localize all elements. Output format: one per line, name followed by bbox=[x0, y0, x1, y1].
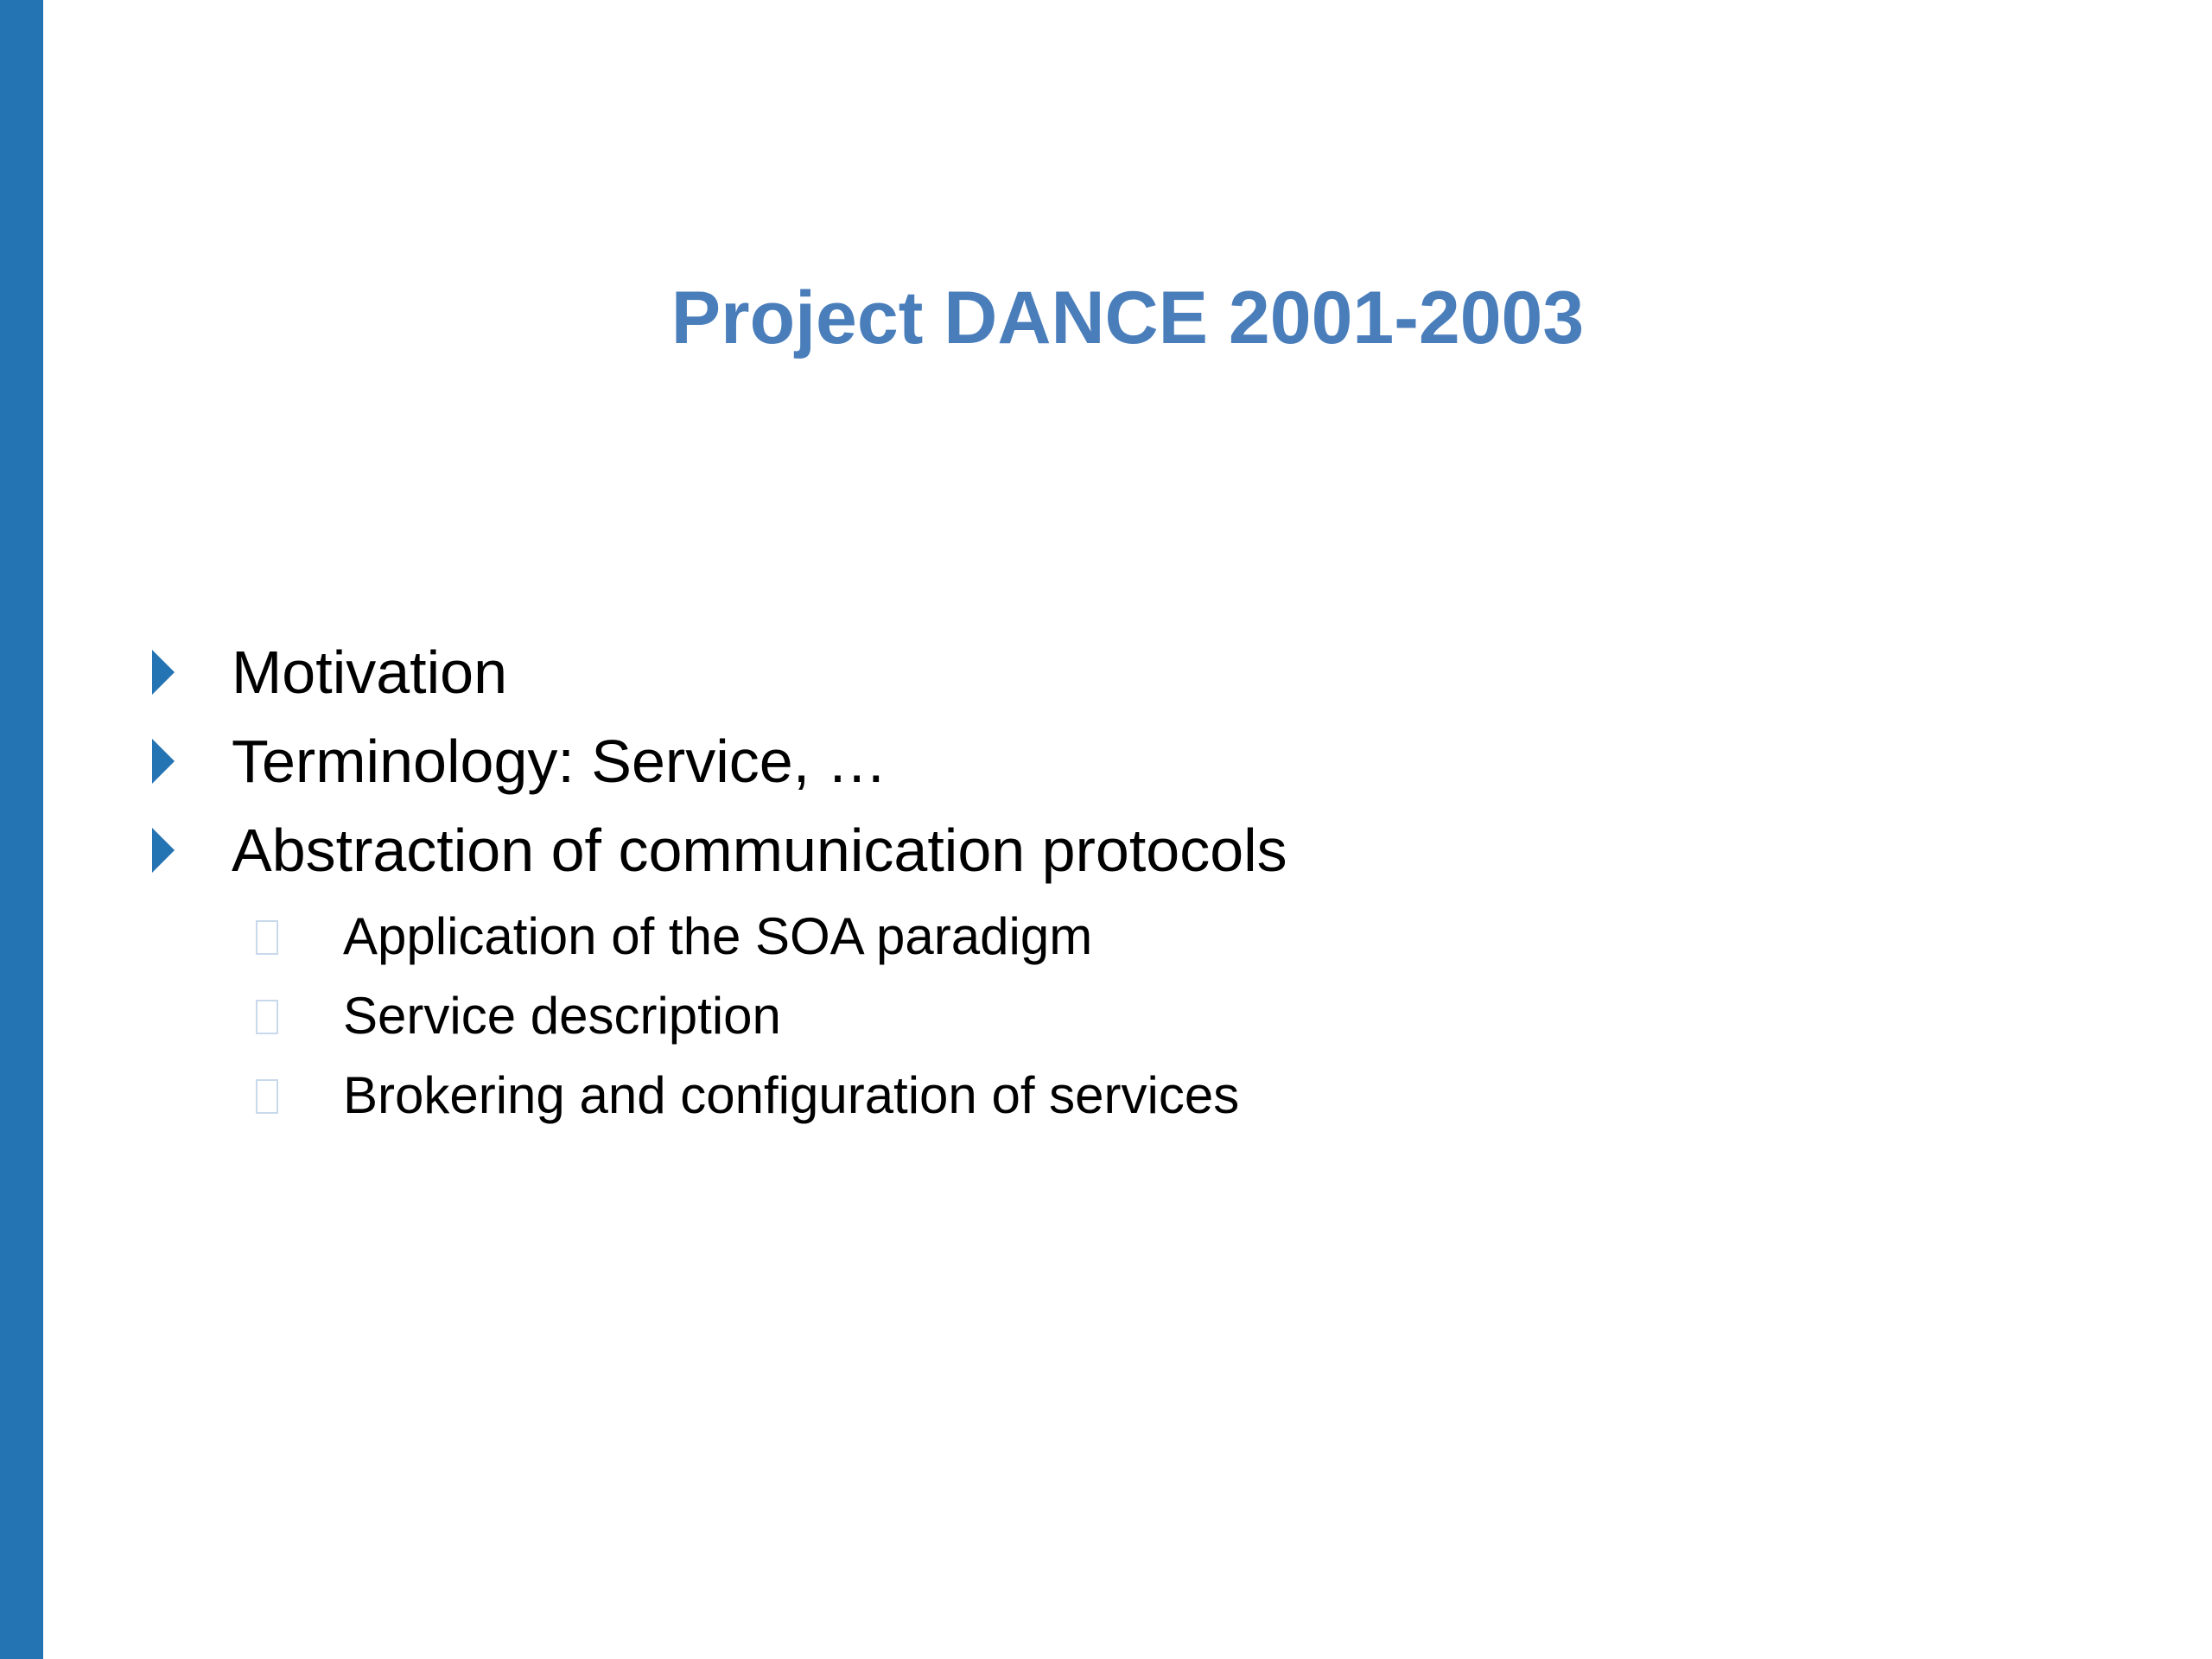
triangle-right-icon bbox=[152, 828, 175, 873]
square-outline-icon bbox=[256, 1000, 278, 1034]
bullet-text: Terminology: Service, … bbox=[232, 728, 887, 795]
left-accent-bar bbox=[0, 0, 43, 1659]
sub-bullet-text: Application of the SOA paradigm bbox=[343, 907, 1093, 965]
bullet-text: Motivation bbox=[232, 639, 508, 706]
bullet-text: Abstraction of communication protocols bbox=[232, 817, 1287, 884]
slide-title: Project DANCE 2001-2003 bbox=[671, 276, 1585, 359]
sub-bullet-text: Service description bbox=[343, 987, 781, 1045]
square-outline-icon bbox=[256, 1079, 278, 1114]
triangle-right-icon bbox=[152, 650, 175, 695]
triangle-right-icon bbox=[152, 739, 175, 784]
square-outline-icon bbox=[256, 920, 278, 955]
sub-bullet-text: Brokering and configuration of services bbox=[343, 1066, 1240, 1124]
